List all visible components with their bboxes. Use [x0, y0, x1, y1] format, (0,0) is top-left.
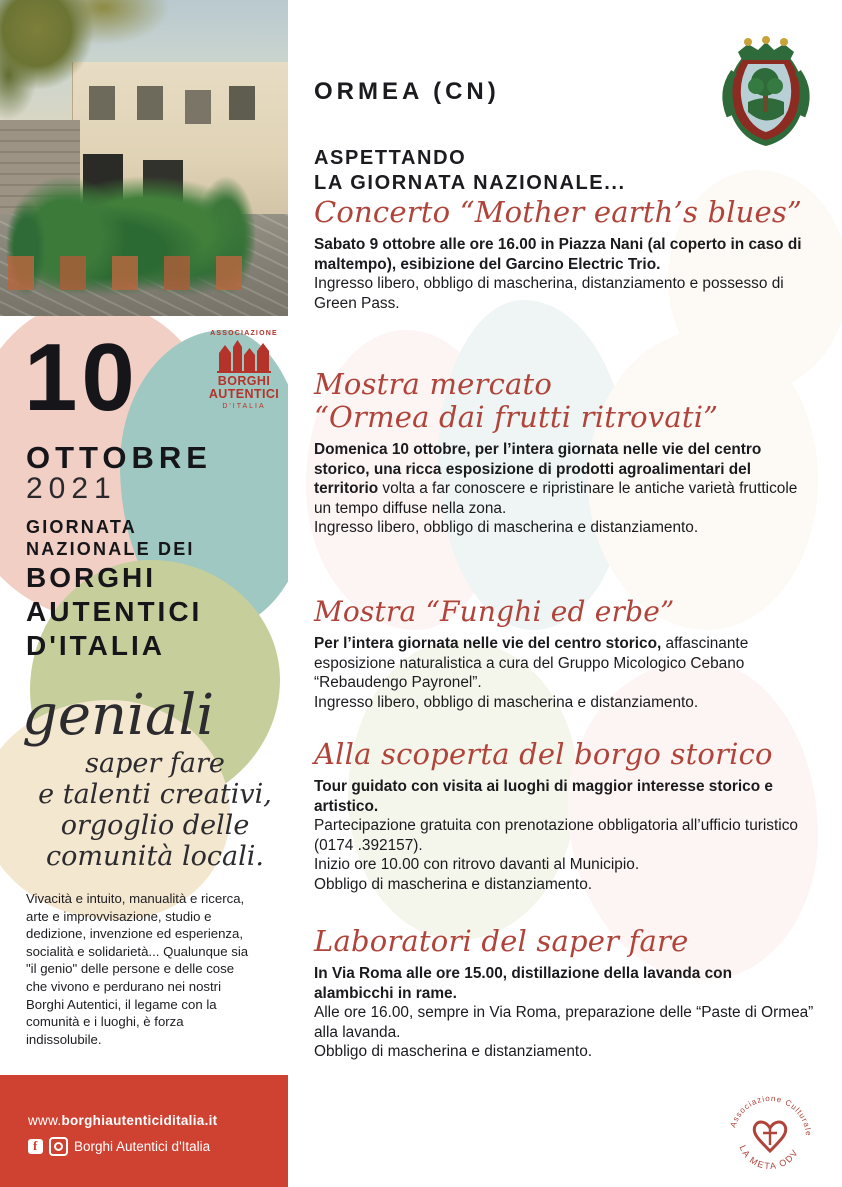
section-mostra-mercato-bold: Domenica 10 ottobre, per l’intera giornata nelle vie del centro storico, una ricca esposizione di prodotti agroalimentari del territorio: [314, 441, 762, 498]
website-prefix: www.: [28, 1113, 62, 1128]
svg-text:LA META ODV: LA META ODV: [737, 1143, 801, 1169]
claim-line3: orgoglio delle: [60, 810, 250, 841]
section-mostra-mercato-title-line1: Mostra mercato: [314, 367, 553, 401]
national-day-line4: AUTENTICI: [26, 596, 203, 627]
section-concerto-bold: Sabato 9 ottobre alle ore 16.00 in Piazza Nani (al coperto in caso di maltempo), esibizione del Garcino Electric Trio.: [314, 236, 802, 273]
section-funghi-erbe-text: [314, 634, 814, 712]
date-year: 2021: [26, 472, 117, 505]
left-body-text: Vivacità e intuito, manualità e ricerca, arte e improvvisazione, studio e dedizione, invenzione ed esperienza, socialità e solidarietà... Qualunque sia "il genio" delle persone e delle cose che vivono e perdurano nei nostri Borghi Autentici, il legame con la comunità e i luoghi, è forza indissolubile.: [26, 891, 249, 1047]
section-concerto-text: [314, 235, 814, 313]
logo-assoc-label: ASSOCIAZIONE: [210, 330, 278, 337]
section-borgo-storico-note: Inizio ore 10.00 con ritrovo davanti al Municipio.: [314, 856, 640, 874]
section-concerto-rest: Ingresso libero, obbligo di mascherina, distanziamento e possesso di Green Pass.: [314, 275, 784, 312]
section-borgo-storico-rest: Partecipazione gratuita con prenotazione obbligatoria all’ufficio turistico (0174 .392157).: [314, 817, 798, 854]
section-mostra-mercato-rest: volta a far conoscere e ripristinare le antiche varietà frutticole un tempo diffuse nella zona.: [314, 480, 798, 517]
courtyard-photo: [0, 0, 288, 316]
instagram-icon[interactable]: [49, 1137, 68, 1156]
national-day-line3: BORGHI: [26, 562, 156, 593]
section-borgo-storico-note2: Obbligo di mascherina e distanziamento.: [314, 875, 593, 893]
right-content: [288, 0, 842, 1187]
section-mostra-mercato-note: Ingresso libero, obbligo di mascherina e distanziamento.: [314, 519, 699, 537]
claim-word: geniali: [22, 683, 215, 748]
claim-line2: e talenti creativi,: [38, 779, 272, 810]
svg-text:Associazione Culturale: Associazione Culturale: [728, 1093, 814, 1137]
right-column: [288, 0, 842, 1187]
section-funghi-erbe-title: Mostra “Funghi ed erbe”: [314, 595, 675, 628]
left-column: [0, 0, 288, 1187]
section-laboratori-bold: In Via Roma alle ore 15.00, distillazione della lavanda con alambicchi in rame.: [314, 965, 732, 1002]
section-funghi-erbe: [314, 595, 814, 712]
logo-name-line2: AUTENTICI: [208, 387, 280, 401]
national-day-line2: NAZIONALE DEI: [26, 539, 195, 559]
section-borgo-storico-bold: Tour guidato con visita ai luoghi di maggior interesse storico e artistico.: [314, 778, 773, 815]
section-funghi-erbe-note: Ingresso libero, obbligo di mascherina e distanziamento.: [314, 693, 699, 711]
village-mark-icon: [217, 339, 271, 373]
kicker-line1: ASPETTANDO: [314, 147, 467, 169]
section-funghi-erbe-rest: affascinante esposizione naturalistica a cura del Gruppo Micologico Cebano “Rebaudengo Payronel”.: [314, 635, 749, 692]
section-funghi-erbe-bold: Per l’intera giornata nelle vie del centro storico,: [314, 635, 662, 652]
kicker-line2: LA GIORNATA NAZIONALE...: [314, 172, 626, 194]
section-laboratori: [314, 925, 814, 1062]
facebook-icon[interactable]: [28, 1139, 43, 1154]
date-month: OTTOBRE: [26, 440, 212, 475]
ormea-coat-of-arms-icon: [712, 28, 820, 148]
national-day-heading: [26, 516, 266, 662]
section-laboratori-rest: Alle ore 16.00, sempre in Via Roma, preparazione delle “Paste di Ormea” alla lavanda.: [314, 1004, 814, 1041]
national-day-line5: D'ITALIA: [26, 630, 166, 661]
claim-line1: saper fare: [85, 748, 225, 779]
logo-country: D'ITALIA: [222, 403, 266, 410]
social-handle: Borghi Autentici d'Italia: [74, 1139, 211, 1154]
section-mostra-mercato-title-line2: “Ormea dai frutti ritrovati”: [314, 400, 719, 434]
claim-line4: comunità locali.: [46, 841, 264, 872]
logo-name-line1: BORGHI: [217, 374, 271, 388]
section-mostra-mercato-text: [314, 440, 814, 538]
national-day-line1: GIORNATA: [26, 517, 137, 537]
section-mostra-mercato: [314, 368, 814, 538]
la-meta-odv-logo: [722, 1087, 818, 1169]
section-concerto: [314, 196, 814, 313]
borghi-autentici-logo: [206, 330, 282, 410]
section-borgo-storico-text: [314, 777, 814, 895]
section-borgo-storico-title: Alla scoperta del borgo storico: [314, 737, 773, 771]
website-url[interactable]: borghiautenticiditalia.it: [61, 1113, 218, 1128]
date-day: 10: [24, 324, 139, 431]
poster-footer: [0, 1075, 288, 1187]
section-mostra-mercato-title: [314, 368, 814, 434]
town-title: ORMEA (CN): [314, 78, 500, 105]
social-line: [28, 1137, 210, 1156]
kicker-heading: [314, 146, 626, 196]
section-laboratori-title: Laboratori del saper fare: [314, 924, 689, 958]
section-concerto-title: Concerto “Mother earth’s blues”: [314, 195, 803, 229]
claim-text: [30, 748, 280, 872]
section-laboratori-note: Obbligo di mascherina e distanziamento.: [314, 1043, 593, 1061]
website-line: [28, 1113, 217, 1128]
section-laboratori-text: [314, 964, 814, 1062]
section-borgo-storico: [314, 738, 814, 895]
